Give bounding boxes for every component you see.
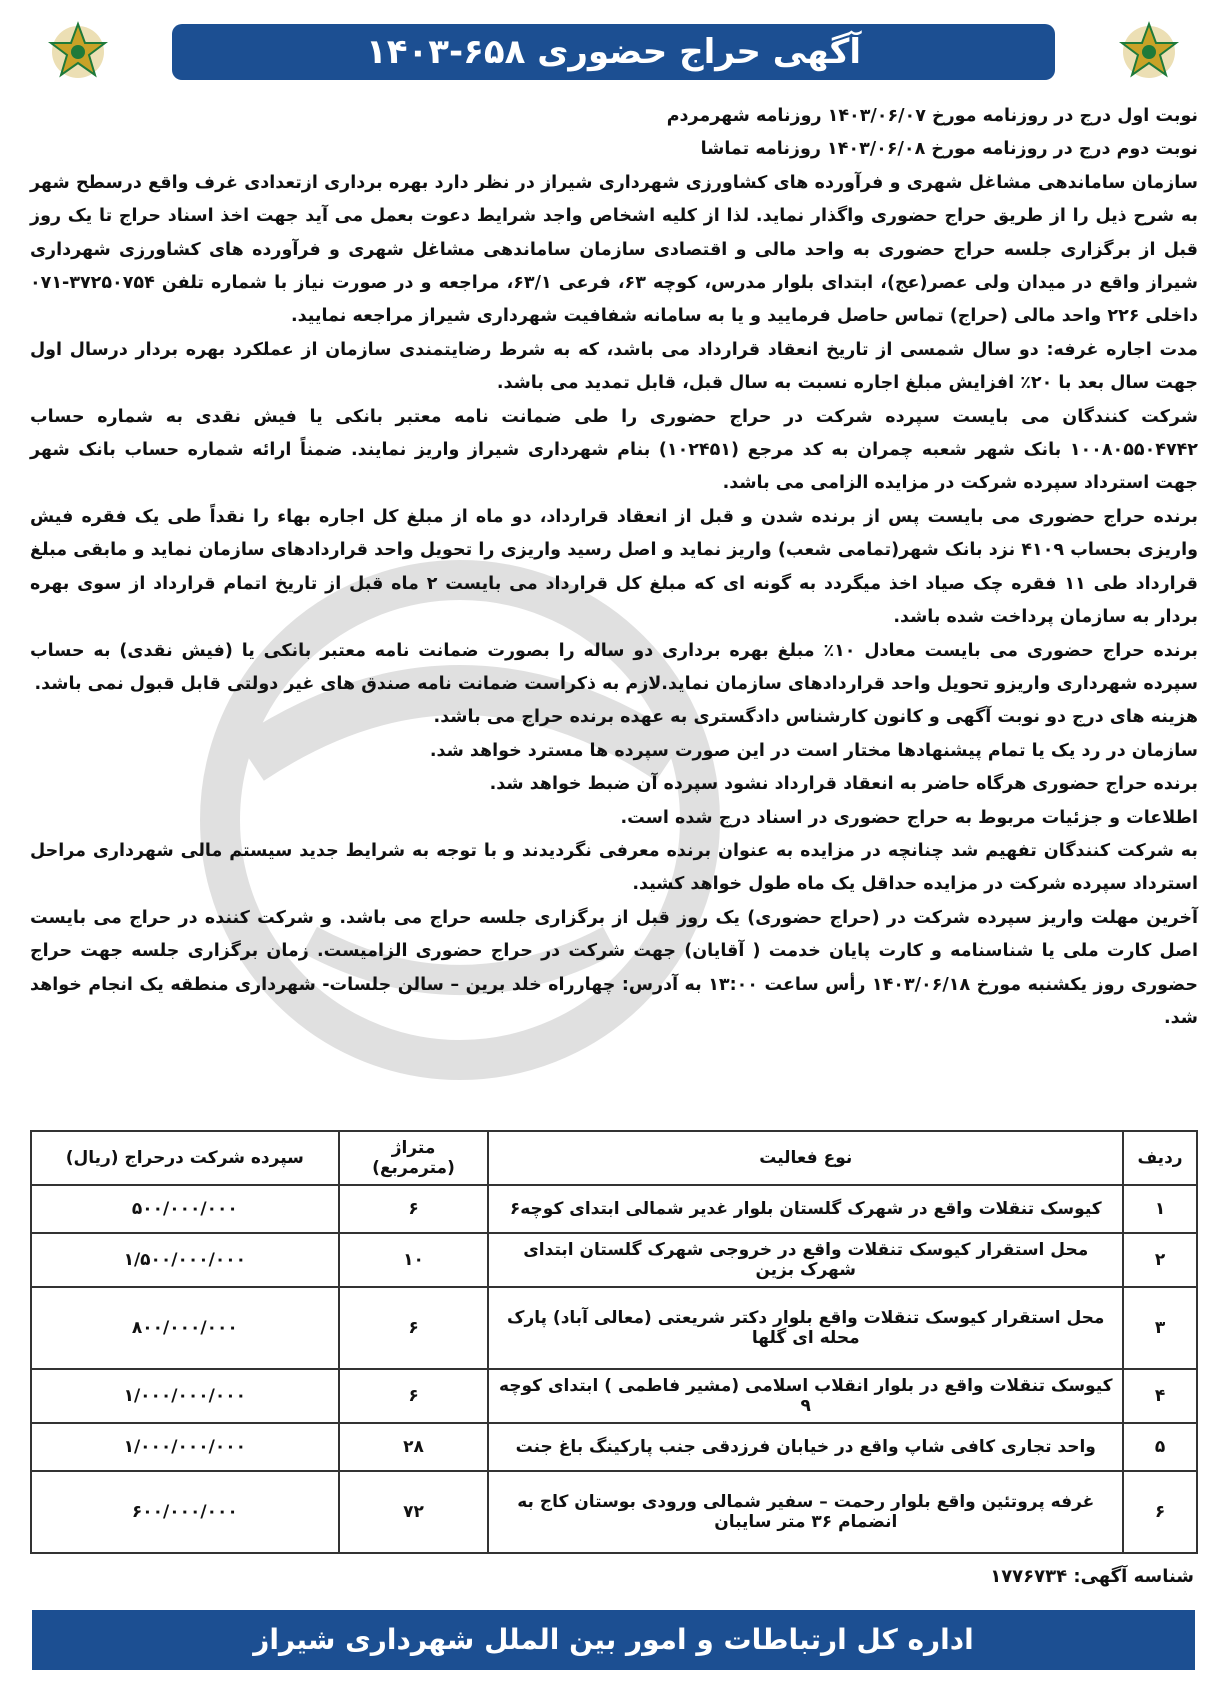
paragraph-second-publication: نوبت دوم درج در روزنامه مورخ ۱۴۰۳/۰۶/۰۸ روزنامه تماشا xyxy=(700,139,1198,160)
cell-row-number: ۶ xyxy=(1123,1471,1197,1553)
paragraph-refund: به شرکت کنندگان تفهیم شد چنانچه در مزایده به عنوان برنده معرفی نگردیدند و با توجه به شرایط جدید سیستم مالی شهرداری مراحل استرداد سپرده شرکت در مزایده حداقل یک ماه طول خواهد کشید. xyxy=(30,840,1198,895)
cell-deposit: ۶۰۰/۰۰۰/۰۰۰ xyxy=(31,1471,339,1553)
cell-deposit: ۸۰۰/۰۰۰/۰۰۰ xyxy=(31,1287,339,1369)
cell-area: ۲۸ xyxy=(339,1423,489,1471)
table-row xyxy=(31,1287,1197,1369)
header-deposit: سپرده شرکت درحراج (ریال) xyxy=(31,1131,339,1185)
paragraph-rejection: سازمان در رد یک یا تمام پیشنهادها مختار است در این صورت سپرده ها مسترد خواهد شد. xyxy=(429,740,1198,761)
cell-activity: محل استقرار کیوسک تنقلات واقع بلوار دکتر شریعتی (معالی آباد) پارک محله ای گلها xyxy=(488,1287,1123,1369)
table-header-row xyxy=(31,1131,1197,1185)
table-row xyxy=(31,1233,1197,1287)
table-row xyxy=(31,1471,1197,1553)
shiraz-municipality-logo-left xyxy=(32,18,124,98)
paragraph-deposit: شرکت کنندگان می بایست سپرده شرکت در حراج حضوری را طی ضمانت نامه معتبر بانکی یا فیش نقدی به شماره حساب ۱۰۰۸۰۵۵۰۴۷۴۲ بانک شهر شعبه چمران به کد مرجع (۱۰۲۴۵۱) بنام شهرداری شیراز واریز نمایند. ضمناً ارائه شماره حساب بانک شهر جهت استرداد سپرده شرکت در مزایده الزامی می باشد. xyxy=(30,406,1198,494)
header-row-number: ردیف xyxy=(1123,1131,1197,1185)
cell-activity: محل استقرار کیوسک تنقلات واقع در خروجی شهرک گلستان ابتدای شهرک بزین xyxy=(488,1233,1123,1287)
cell-row-number: ۱ xyxy=(1123,1185,1197,1233)
cell-row-number: ۳ xyxy=(1123,1287,1197,1369)
paragraph-payment: برنده حراج حضوری می بایست پس از برنده شدن و قبل از انعقاد قرارداد، دو ماه از مبلغ کل اجاره بهاء را نقداً طی یک فقره فیش واریزی بحساب ۴۱۰۹ نزد بانک شهر(تمامی شعب) واریز نماید و اصل رسید واریزی را تحویل واحد قراردادهای سازمان نماید و مابقی مبلغ قرارداد طی ۱۱ فقره چک صیاد اخذ میگردد به گونه ای که مبلغ کل قرارداد می بایست ۲ ماه قبل از تاریخ اتمام قرارداد از سوی بهره بردار به سازمان پرداخت شده باشد. xyxy=(30,506,1199,628)
notice-body xyxy=(30,100,1198,1035)
paragraph-guarantee: برنده حراج حضوری می بایست معادل ۱۰٪ مبلغ بهره برداری دو ساله را بصورت ضمانت نامه معتبر بانکی یا (فیش نقدی) به حساب سپرده شهرداری واریزو تحویل واحد قراردادهای سازمان نماید.لازم به ذکراست ضمانت نامه صندق های غیر دولتی قابل قبول نمی باشد. xyxy=(30,640,1199,694)
table-row xyxy=(31,1423,1197,1471)
cell-activity: واحد تجاری کافی شاپ واقع در خیابان فرزدقی جنب پارکینگ باغ جنت xyxy=(488,1423,1123,1471)
shiraz-municipality-logo-right xyxy=(1103,18,1195,98)
lots-table xyxy=(30,1130,1198,1554)
cell-area: ۷۲ xyxy=(339,1471,489,1553)
header-activity: نوع فعالیت xyxy=(488,1131,1123,1185)
cell-area: ۶ xyxy=(339,1369,489,1423)
paragraph-introduction: سازمان ساماندهی مشاغل شهری و فرآورده های کشاورزی شهرداری شیراز در نظر دارد بهره برداری ازتعدادی غرف واقع درسطح شهر به شرح ذیل را از طریق حراج حضوری واگذار نماید. لذا از کلیه اشخاص واجد شرایط دعوت بعمل می آید جهت اخذ اسناد حراج تا یک روز قبل از برگزاری جلسه حراج حضوری به واحد مالی و اقتصادی سازمان ساماندهی مشاغل شهری و فرآورده های کشاورزی شهرداری شیراز واقع در میدان ولی عصر(عج)، ابتدای بلوار مدرس، کوچه ۶۳، فرعی ۶۳/۱، مراجعه و در صورت نیاز با شماره تلفن ۳۷۲۵۰۷۵۴-۰۷۱ داخلی ۲۲۶ واحد مالی (حراج) تماس حاصل فرمایید و یا به سامانه شفافیت شهرداری شیراز مراجعه نمایید. xyxy=(30,172,1198,327)
cell-deposit: ۱/۰۰۰/۰۰۰/۰۰۰ xyxy=(31,1423,339,1471)
cell-deposit: ۵۰۰/۰۰۰/۰۰۰ xyxy=(31,1185,339,1233)
paragraph-session: آخرین مهلت واریز سپرده شرکت در (حراج حضوری) یک روز قبل از برگزاری جلسه حراج می باشد. و شرکت کننده در حراج می بایست اصل کارت ملی یا شناسنامه و کارت پایان خدمت ( آقایان) جهت شرکت در حراج حضوری الزامیست. زمان برگزاری جلسه جهت حراج حضوری روز یکشنبه مورخ ۱۴۰۳/۰۶/۱۸ رأس ساعت ۱۳:۰۰ به آدرس: چهارراه خلد برین – سالن جلسات- شهرداری منطقه یک انجام خواهد شد. xyxy=(30,907,1198,1028)
table-row xyxy=(31,1185,1197,1233)
footer-department: اداره کل ارتباطات و امور بین الملل شهرداری شیراز xyxy=(32,1610,1195,1670)
notice-id: شناسه آگهی: ۱۷۷۶۷۳۴ xyxy=(990,1566,1194,1587)
cell-area: ۶ xyxy=(339,1287,489,1369)
cell-area: ۱۰ xyxy=(339,1233,489,1287)
cell-activity: کیوسک تنقلات واقع در شهرک گلستان بلوار غدیر شمالی ابتدای کوچه۶ xyxy=(488,1185,1123,1233)
cell-row-number: ۵ xyxy=(1123,1423,1197,1471)
cell-area: ۶ xyxy=(339,1185,489,1233)
paragraph-lease-term: مدت اجاره غرفه: دو سال شمسی از تاریخ انعقاد قرارداد می باشد، که به شرط رضایتمندی سازمان از عملکرد بهره بردار درسال اول جهت سال بعد با ۲۰٪ افزایش مبلغ اجاره نسبت به سال قبل، قابل تمدید می باشد. xyxy=(30,339,1198,394)
paragraph-documents: اطلاعات و جزئیات مربوط به حراج حضوری در اسناد درج شده است. xyxy=(620,807,1198,828)
cell-row-number: ۴ xyxy=(1123,1369,1197,1423)
paragraph-costs: هزینه های درج دو نوبت آگهی و کانون کارشناس دادگستری به عهده برنده حراج می باشد. xyxy=(433,707,1198,728)
paragraph-first-publication: نوبت اول درج در روزنامه مورخ ۱۴۰۳/۰۶/۰۷ روزنامه شهرمردم xyxy=(666,106,1198,126)
notice-header xyxy=(32,18,1195,88)
cell-deposit: ۱/۵۰۰/۰۰۰/۰۰۰ xyxy=(31,1233,339,1287)
cell-activity: غرفه پروتئین واقع بلوار رحمت – سفیر شمالی ورودی بوستان کاج به انضمام ۳۶ متر سایبان xyxy=(488,1471,1123,1553)
table-row xyxy=(31,1369,1197,1423)
cell-activity: کیوسک تنقلات واقع در بلوار انقلاب اسلامی (مشیر فاطمی ) ابتدای کوچه ۹ xyxy=(488,1369,1123,1423)
header-area: متراژ (مترمربع) xyxy=(339,1131,489,1185)
cell-deposit: ۱/۰۰۰/۰۰۰/۰۰۰ xyxy=(31,1369,339,1423)
cell-row-number: ۲ xyxy=(1123,1233,1197,1287)
notice-title: آگهی حراج حضوری ۶۵۸-۱۴۰۳ xyxy=(172,24,1055,80)
paragraph-forfeit: برنده حراج حضوری هرگاه حاضر به انعقاد قرارداد نشود سپرده آن ضبط خواهد شد. xyxy=(489,774,1198,795)
